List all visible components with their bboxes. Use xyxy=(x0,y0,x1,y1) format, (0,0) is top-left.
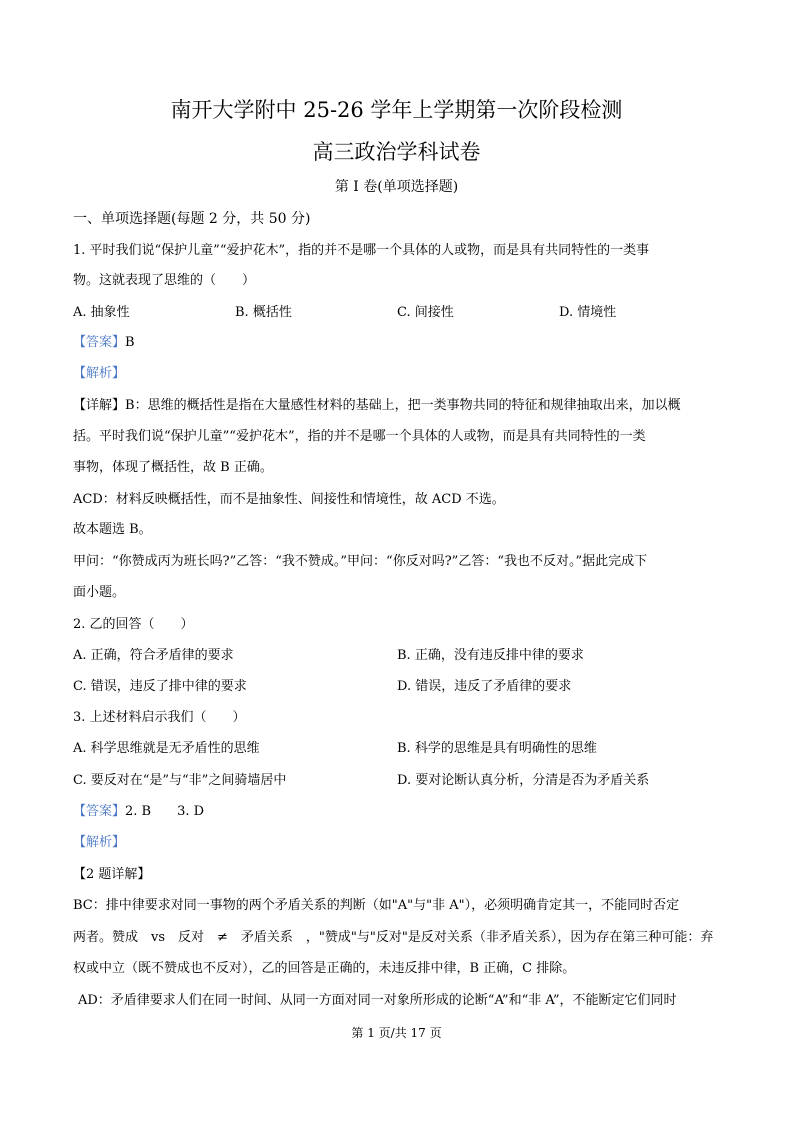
exam-subtitle: 高三政治学科试卷 xyxy=(312,140,481,164)
q1-acd-line: ACD：材料反映概括性，而不是抽象性、间接性和情境性，故 ACD 不选。 xyxy=(73,492,505,507)
q1-analysis-tag: 【解析】 xyxy=(73,366,126,381)
detail-text: B：思维的概括性是指在大量感性材料的基础上，把一类事物共同的特征和规律抽取出来，加以概 xyxy=(125,398,681,413)
q2-option-c: C. 错误，违反了排中律的要求 xyxy=(73,679,247,694)
bc-line3: 权或中立（既不赞成也不反对），乙的回答是正确的，未违反排中律，B 正确，C 排除。 xyxy=(73,961,576,976)
q3-option-a: A. 科学思维就是无矛盾性的思维 xyxy=(73,741,260,756)
q1-detail-line1 xyxy=(73,396,723,416)
exam-title: 南开大学附中 25-26 学年上学期第一次阶段检测 xyxy=(170,98,623,122)
q1-detail-line3: 事物，体现了概括性，故 B 正确。 xyxy=(73,460,273,475)
q1-stem-line1: 1. 平时我们说“保护儿童”“爱护花木”，指的并不是哪一个具体的人或物，而是具有共同特性的一类事 xyxy=(73,243,650,258)
answer-tag: 【答案】 xyxy=(73,804,126,819)
ad-line1: AD：矛盾律要求人们在同一时间、从同一方面对同一对象所形成的论断“A”和“非 A”，不能断定它们同时 xyxy=(78,993,677,1008)
bc-line2: 两者。赞成 vs 反对 ≠ 矛盾关系 ，"赞成"与"反对"是反对关系（非矛盾关系），因为存在第三种可能：弃 xyxy=(73,930,714,945)
volume-title: 第 I 卷(单项选择题) xyxy=(334,179,459,195)
q23-analysis-tag: 【解析】 xyxy=(73,835,126,850)
q2-option-b: B. 正确，没有违反排中律的要求 xyxy=(397,648,584,663)
q1-option-a: A. 抽象性 xyxy=(73,305,130,320)
q3-option-b: B. 科学的思维是具有明确性的思维 xyxy=(397,741,597,756)
detail-tag: 【详解】 xyxy=(73,398,126,413)
answer-value: 2. B 3. D xyxy=(125,804,205,819)
q1-answer xyxy=(73,333,723,353)
q2-option-d: D. 错误，违反了矛盾律的要求 xyxy=(397,679,572,694)
q1-stem-line2: 物。这就表现了思维的（ ） xyxy=(73,273,256,288)
material-line2: 面小题。 xyxy=(73,585,126,600)
bc-line1: BC：排中律要求对同一事物的两个矛盾关系的判断（如"A"与"非 A"），必须明确肯定其一，不能同时否定 xyxy=(73,898,680,913)
page-footer: 第 1 页/共 17 页 xyxy=(351,1026,442,1040)
q3-option-c: C. 要反对在“是”与“非”之间骑墙居中 xyxy=(73,773,287,788)
answer-tag: 【答案】 xyxy=(73,335,126,350)
q3-option-d: D. 要对论断认真分析，分清是否为矛盾关系 xyxy=(397,773,650,788)
q2-detail-tag: 【2 题详解】 xyxy=(73,867,151,882)
material-line1: 甲问：“你赞成丙为班长吗?”乙答：“我不赞成。”甲问：“你反对吗?”乙答：“我也不反对。”据此完成下 xyxy=(73,554,648,569)
q1-option-c: C. 间接性 xyxy=(397,305,454,320)
q2-stem: 2. 乙的回答（ ） xyxy=(73,617,194,632)
q1-conclusion: 故本题选 B。 xyxy=(73,522,152,537)
section-heading: 一、单项选择题(每题 2 分，共 50 分) xyxy=(73,211,311,227)
q2-option-a: A. 正确，符合矛盾律的要求 xyxy=(73,648,234,663)
q23-answer xyxy=(73,802,723,822)
q3-stem: 3. 上述材料启示我们（ ） xyxy=(73,710,246,725)
q1-option-b: B. 概括性 xyxy=(235,305,292,320)
q1-detail-line2: 括。平时我们说“保护儿童”“爱护花木”，指的并不是哪一个具体的人或物，而是具有共同特性的一类 xyxy=(73,429,646,444)
answer-value: B xyxy=(125,335,135,350)
q1-option-d: D. 情境性 xyxy=(559,305,617,320)
